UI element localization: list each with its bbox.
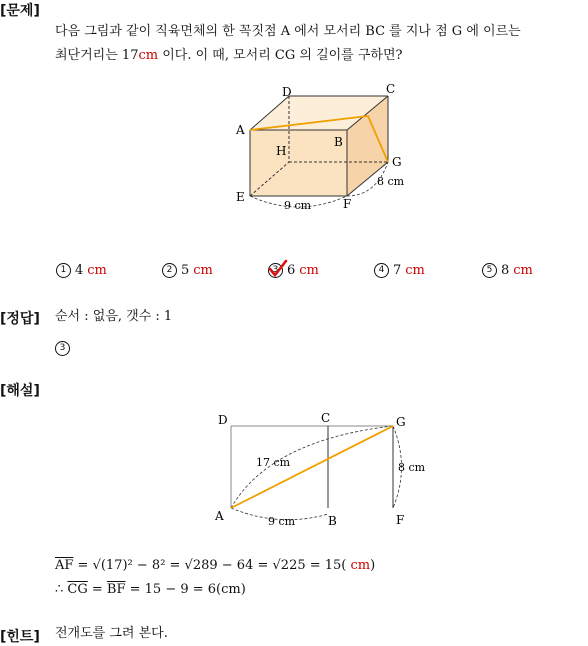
choice-4[interactable]: [374, 263, 425, 278]
equation-af: [55, 556, 375, 576]
segment-af: $\overline{AF}$: [55, 558, 74, 573]
vertex-e: E: [236, 190, 245, 204]
choice-number: 3: [268, 263, 283, 278]
equation-af-body: = √(17)² − 8² = √289 − 64 = √225 = 15(: [73, 558, 347, 573]
choice-2[interactable]: [162, 263, 213, 278]
answer-label: [정답]: [0, 311, 40, 327]
net-vertex-g: G: [396, 415, 406, 429]
choice-unit: cm: [513, 263, 533, 278]
label-8cm: 8 cm: [377, 175, 405, 188]
answer-order-count: 순서 : 없음, 갯수 : 1: [55, 309, 173, 324]
choice-unit: cm: [87, 263, 107, 278]
net-vertex-a: A: [215, 509, 224, 523]
vertex-f: F: [343, 197, 352, 211]
choice-value: 6: [287, 263, 296, 278]
net-vertex-c: C: [321, 411, 331, 425]
problem-line-2-post: 이다. 이 때, 모서리 CG 의 길이를 구하면?: [158, 48, 403, 63]
net-vertex-d: D: [218, 413, 228, 427]
cuboid-figure: [225, 80, 425, 215]
choice-1[interactable]: [56, 263, 107, 278]
problem-line-2-pre: 최단거리는 17: [55, 48, 139, 63]
net-figure: [210, 405, 435, 533]
equals: =: [87, 582, 107, 597]
vertex-c: C: [386, 82, 396, 96]
vertex-h: H: [276, 144, 287, 158]
segment-cg: $\overline{CG}$: [67, 582, 88, 597]
therefore-symbol: ∴: [55, 582, 68, 597]
choice-3[interactable]: [268, 263, 319, 278]
net-label-9cm: 9 cm: [268, 515, 296, 528]
problem-line-2: [55, 46, 403, 66]
choice-5[interactable]: [482, 263, 533, 278]
net-label-17cm: 17 cm: [256, 456, 291, 469]
equation-cg-rest: = 15 − 9 = 6(cm): [125, 582, 246, 597]
hint-label: [힌트]: [0, 629, 40, 645]
equation-af-unit: cm: [346, 558, 371, 573]
equation-cg: [55, 580, 246, 600]
equation-af-end: ): [370, 558, 376, 573]
choice-unit: cm: [299, 263, 319, 278]
hint-text: 전개도를 그려 본다.: [55, 626, 168, 641]
choice-value: 5: [181, 263, 190, 278]
choice-number: 5: [482, 263, 497, 278]
vertex-d: D: [282, 85, 292, 99]
net-label-8cm: 8 cm: [398, 461, 426, 474]
choice-number: 4: [374, 263, 389, 278]
vertex-g: G: [392, 155, 402, 169]
net-vertex-b: B: [328, 514, 337, 528]
choice-unit: cm: [193, 263, 213, 278]
problem-unit: cm: [138, 48, 159, 63]
label-9cm: 9 cm: [284, 199, 312, 212]
choice-selected-mark: [268, 263, 283, 278]
choice-value: 7: [393, 263, 402, 278]
check-icon: [268, 259, 288, 279]
segment-bf: $\overline{BF}$: [106, 582, 126, 597]
choice-number: 2: [162, 263, 177, 278]
front-face: [250, 130, 347, 196]
net-vertex-f: F: [396, 513, 405, 527]
solution-label: [해설]: [0, 383, 40, 399]
problem-line-1: 다음 그림과 같이 직육면체의 한 꼭짓점 A 에서 모서리 BC 를 지나 점 G 에 이르는: [55, 24, 521, 39]
vertex-b: B: [334, 135, 343, 149]
answer-circled-number: 3: [55, 341, 70, 356]
choice-unit: cm: [405, 263, 425, 278]
choice-value: 4: [75, 263, 84, 278]
problem-label: [문제]: [0, 3, 40, 19]
choice-number: 1: [56, 263, 71, 278]
answer-number: [55, 335, 70, 356]
choice-value: 8: [501, 263, 510, 278]
vertex-a: A: [236, 123, 245, 137]
